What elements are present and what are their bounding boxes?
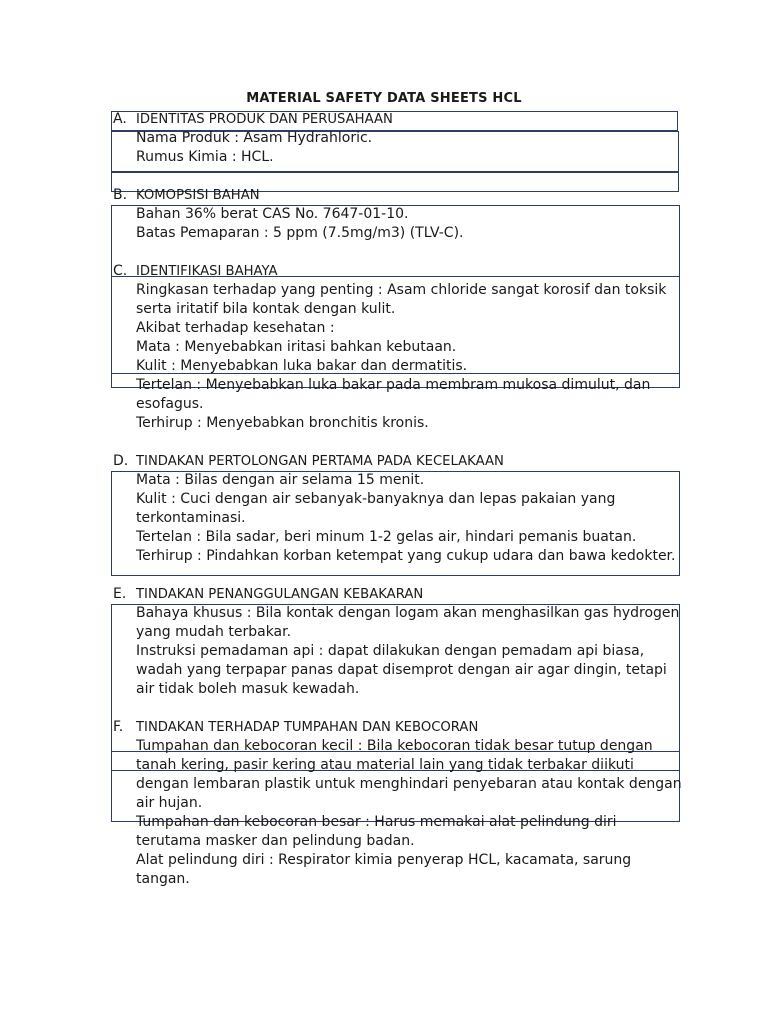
- text-line: air hujan.: [136, 795, 203, 811]
- section-heading: TINDAKAN TERHADAP TUMPAHAN DAN KEBOCORAN: [136, 720, 479, 735]
- section-letter: D.: [113, 453, 129, 469]
- text-line: terutama masker dan pelindung badan.: [136, 833, 415, 849]
- text-line: Tertelan : Menyebabkan luka bakar pada membram mukosa dimulut, dan: [136, 377, 651, 393]
- section-letter: E.: [113, 586, 127, 602]
- text-line: Bahan 36% berat CAS No. 7647-01-10.: [136, 206, 409, 222]
- text-line: Kulit : Menyebabkan luka bakar dan dermatitis.: [136, 358, 468, 374]
- text-line: tangan.: [136, 871, 190, 887]
- text-line: Kulit : Cuci dengan air sebanyak-banyaknya dan lepas pakaian yang: [136, 491, 616, 507]
- text-line: terkontaminasi.: [136, 510, 246, 526]
- text-line: dengan lembaran plastik untuk menghindari penyebaran atau kontak dengan: [136, 776, 682, 792]
- section-letter: B.: [113, 187, 128, 203]
- text-line: Bahaya khusus : Bila kontak dengan logam akan menghasilkan gas hydrogen: [136, 605, 680, 621]
- text-line: Terhirup : Menyebabkan bronchitis kronis.: [136, 415, 429, 431]
- page-title: MATERIAL SAFETY DATA SHEETS HCL: [246, 91, 522, 106]
- section-letter: F.: [113, 719, 124, 735]
- section-letter: C.: [113, 263, 128, 279]
- section-heading: KOMOPSISI BAHAN: [136, 188, 260, 203]
- section-heading: TINDAKAN PENANGGULANGAN KEBAKARAN: [136, 587, 424, 602]
- text-line: tanah kering, pasir kering atau material lain yang tidak terbakar diikuti: [136, 757, 634, 773]
- text-line: Tumpahan dan kebocoran besar : Harus memakai alat pelindung diri: [136, 814, 617, 830]
- text-line: Tertelan : Bila sadar, beri minum 1-2 gelas air, hindari pemanis buatan.: [136, 529, 637, 545]
- text-line: Nama Produk : Asam Hydrahloric.: [136, 130, 373, 146]
- section-letter: A.: [113, 111, 127, 127]
- text-line: air tidak boleh masuk kewadah.: [136, 681, 360, 697]
- text-line: Mata : Menyebabkan iritasi bahkan kebutaan.: [136, 339, 457, 355]
- text-line: Batas Pemaparan : 5 ppm (7.5mg/m3) (TLV-C).: [136, 225, 464, 241]
- text-line: serta iritatif bila kontak dengan kulit.: [136, 301, 396, 317]
- text-line: Ringkasan terhadap yang penting : Asam chloride sangat korosif dan toksik: [136, 282, 667, 298]
- text-line: Tumpahan dan kebocoran kecil : Bila kebocoran tidak besar tutup dengan: [136, 738, 653, 754]
- text-line: esofagus.: [136, 396, 204, 412]
- text-line: yang mudah terbakar.: [136, 624, 292, 640]
- text-line: Akibat terhadap kesehatan :: [136, 320, 335, 336]
- text-line: wadah yang terpapar panas dapat disemprot dengan air agar dingin, tetapi: [136, 662, 667, 678]
- section-heading: IDENTITAS PRODUK DAN PERUSAHAAN: [136, 112, 393, 127]
- section-heading: TINDAKAN PERTOLONGAN PERTAMA PADA KECELAKAAN: [136, 454, 504, 469]
- text-line: Alat pelindung diri : Respirator kimia penyerap HCL, kacamata, sarung: [136, 852, 632, 868]
- section-heading: IDENTIFIKASI BAHAYA: [136, 264, 278, 279]
- text-line: Mata : Bilas dengan air selama 15 menit.: [136, 472, 425, 488]
- text-line: Instruksi pemadaman api : dapat dilakukan dengan pemadam api biasa,: [136, 643, 645, 659]
- text-line: Terhirup : Pindahkan korban ketempat yang cukup udara dan bawa kedokter.: [136, 548, 676, 564]
- text-line: Rumus Kimia : HCL.: [136, 149, 274, 165]
